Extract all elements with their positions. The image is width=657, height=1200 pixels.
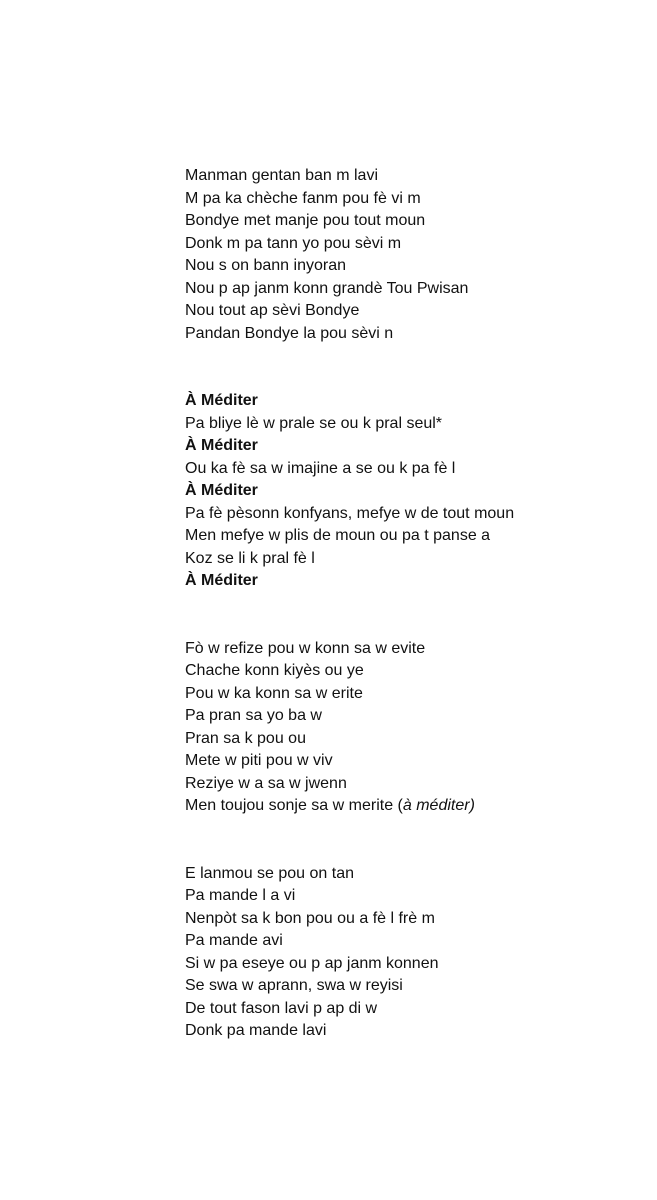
stanza-3: [185, 638, 625, 818]
poem-line: Se swa w aprann, swa w reyisi: [185, 977, 403, 994]
poem-line: Fò w refize pou w konn sa w evite: [185, 639, 426, 657]
meditation-heading: À Méditer: [185, 392, 258, 409]
poem-line: Pou w ka konn sa w erite: [185, 684, 363, 702]
poem-line: Men mefye w plis de moun ou pa t panse a: [185, 527, 491, 544]
poem-line: Nou tout ap sèvi Bondye: [185, 302, 360, 319]
stanza-gap: [185, 345, 625, 390]
stanza-4: [185, 863, 625, 1043]
poem-line: De tout fason lavi p ap di w: [185, 999, 378, 1017]
poem-line: Bondye met manje pou tout moun: [185, 212, 426, 229]
poem-line: Chache konn kiyès ou ye: [185, 662, 364, 679]
poem-line: Pandan Bondye la pou sèvi n: [185, 324, 394, 342]
poem-line: Donk m pa tann yo pou sèvi m: [185, 234, 402, 252]
stanza-gap: [185, 818, 625, 863]
stanza-2: [185, 390, 625, 593]
poem-body: [185, 165, 625, 1043]
poem-line: Ou ka fè sa w imajine a se ou k pa fè l: [185, 459, 456, 477]
poem-line: Nenpòt sa k bon pou ou a fè l frè m: [185, 909, 435, 927]
meditation-heading: À Méditer: [185, 572, 258, 589]
poem-line: Nou s on bann inyoran: [185, 257, 346, 274]
poem-line: Pa mande l a vi: [185, 887, 296, 904]
poem-line: Pa mande avi: [185, 932, 283, 949]
poem-line: Pran sa k pou ou: [185, 729, 306, 747]
poem-line: Pa pran sa yo ba w: [185, 707, 322, 724]
poem-line: Pa bliye lè w prale se ou k pral seul*: [185, 414, 443, 432]
poem-line-with-note: [185, 795, 625, 818]
poem-line: M pa ka chèche fanm pou fè vi m: [185, 189, 421, 207]
poem-line: Pa fè pèsonn konfyans, mefye w de tout moun: [185, 504, 515, 522]
stanza-1: [185, 165, 625, 345]
meditation-heading: À Méditer: [185, 482, 258, 499]
poem-line: Si w pa eseye ou p ap janm konnen: [185, 954, 439, 972]
meditation-heading: À Méditer: [185, 437, 258, 454]
stanza-gap: [185, 593, 625, 638]
meditation-note: à méditer): [402, 797, 475, 814]
poem-line: Koz se li k pral fè l: [185, 549, 315, 567]
poem-line: Reziye w a sa w jwenn: [185, 774, 347, 792]
poem-line: Nou p ap janm konn grandè Tou Pwisan: [185, 279, 469, 297]
poem-line: Manman gentan ban m lavi: [185, 167, 378, 184]
poem-line: Mete w piti pou w viv: [185, 752, 333, 769]
poem-line-text: Men toujou sonje sa w merite (: [185, 797, 403, 814]
poem-line: Donk pa mande lavi: [185, 1022, 327, 1039]
poem-line: E lanmou se pou on tan: [185, 864, 355, 882]
